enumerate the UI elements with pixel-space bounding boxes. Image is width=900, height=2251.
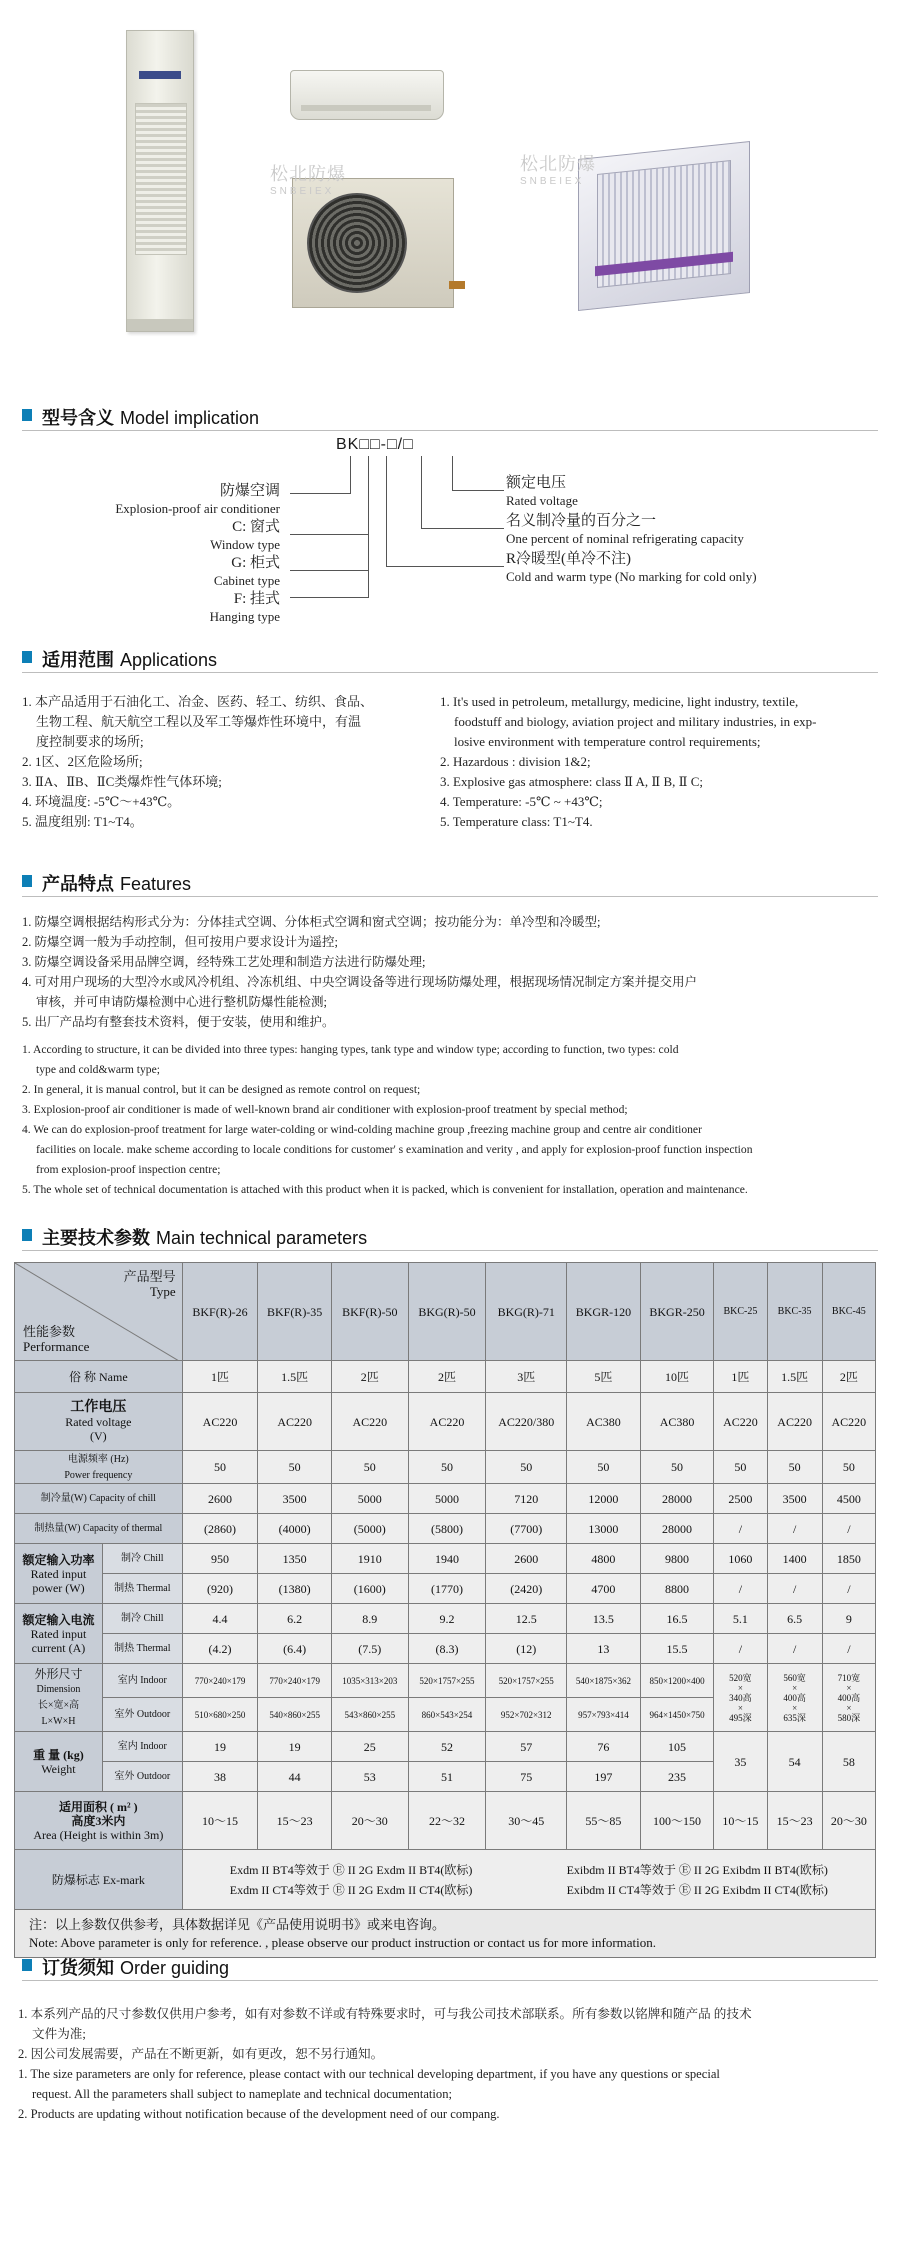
table-cell: / (767, 1634, 822, 1664)
leader-line (290, 534, 368, 535)
table-cell: 30～45 (486, 1792, 567, 1850)
table-cell: 770×240×179 (182, 1664, 258, 1698)
wall-ac-indoor-image (290, 70, 444, 120)
floor-cabinet-ac-image (126, 30, 194, 332)
table-cell: 15.5 (640, 1634, 714, 1664)
table-cell: 2500 (714, 1484, 767, 1514)
table-cell: (5000) (331, 1514, 408, 1544)
table-cell: 6.5 (767, 1604, 822, 1634)
table-cell: 1匹 (182, 1361, 258, 1393)
table-cell: 964×1450×750 (640, 1698, 714, 1732)
table-cell: AC220 (822, 1393, 875, 1451)
row-label: 工作电压 Rated voltage (V) (15, 1393, 183, 1451)
table-cell: 2匹 (331, 1361, 408, 1393)
table-cell: 10匹 (640, 1361, 714, 1393)
table-cell: 25 (331, 1732, 408, 1762)
row-sublabel: 室内 Indoor (102, 1664, 182, 1698)
table-cell: (4.2) (182, 1634, 258, 1664)
table-cell: (12) (486, 1634, 567, 1664)
table-row (15, 1634, 876, 1664)
table-cell: 1.5匹 (767, 1361, 822, 1393)
table-cell: / (767, 1574, 822, 1604)
row-label: 适用面积 ( m² ) 高度3米内 Area (Height is within 3m) (15, 1792, 183, 1850)
row-sublabel: 制冷 Chill (102, 1604, 182, 1634)
table-cell: 1850 (822, 1544, 875, 1574)
table-cell: (2860) (182, 1514, 258, 1544)
table-cell: 50 (408, 1451, 486, 1484)
table-cell: 510×680×250 (182, 1698, 258, 1732)
model-header: BKF(R)-26 (182, 1263, 258, 1361)
table-cell: (6.4) (258, 1634, 332, 1664)
table-cell: / (714, 1634, 767, 1664)
row-label: 防爆标志 Ex-mark (15, 1850, 183, 1910)
row-label: 制热量(W) Capacity of thermal (15, 1514, 183, 1544)
table-cell: 850×1200×400 (640, 1664, 714, 1698)
table-cell: 8.9 (331, 1604, 408, 1634)
table-cell: 20～30 (822, 1792, 875, 1850)
table-cell: 950 (182, 1544, 258, 1574)
table-cell: 3500 (767, 1484, 822, 1514)
table-row (15, 1664, 876, 1698)
model-header: BKG(R)-71 (486, 1263, 567, 1361)
table-cell: 2600 (486, 1544, 567, 1574)
table-note-row (15, 1910, 876, 1958)
table-cell: 50 (567, 1451, 641, 1484)
features-cn: 1. 防爆空调根据结构形式分为：分体挂式空调、分体柜式空调和窗式空调；按功能分为：单冷型和冷暖型; 2. 防爆空调一般为手动控制，但可按用户要求设计为遥控; 3. 防爆空调设备采用品牌空调，经特殊工艺处理和制造方法进行防爆处理; 4. 可对用户现场的大型冷水或风冷机组、冷冻机组、中央空调设备等进行现场防爆处理，根据现场情况制定方案并提交用户 审核，并可申请防爆检测中心进行整机防爆性能检测; 5. 出厂产品均有整套技术资料，便于安装，使用和维护。 (22, 915, 698, 1029)
table-cell: 560宽 × 400高 × 635深 (767, 1664, 822, 1732)
row-sublabel: 室外 Outdoor (102, 1762, 182, 1792)
section-marker (22, 651, 32, 663)
table-cell: 1910 (331, 1544, 408, 1574)
table-cell: / (714, 1574, 767, 1604)
model-cold-warm: R冷暖型(单冷不注) Cold and warm type (No marking for cold only) (506, 551, 757, 584)
exmark-cell: Exdm II BT4等效于 Ⓔ II 2G Exdm II BT4(欧标) Exdm II CT4等效于 Ⓔ II 2G Exdm II CT4(欧标) Exibdm II BT4等效于 Ⓔ II 2G Exibdm II BT4(欧标) Exibdm II CT4等效于 Ⓔ II 2G Exibdm II CT4(欧标) (182, 1850, 875, 1910)
table-cell: 50 (258, 1451, 332, 1484)
table-cell: 710宽 × 400高 × 580深 (822, 1664, 875, 1732)
table-cell: 540×1875×362 (567, 1664, 641, 1698)
leader-line (290, 570, 368, 571)
model-header: BKC-35 (767, 1263, 822, 1361)
leader-line (452, 456, 453, 490)
table-cell: 770×240×179 (258, 1664, 332, 1698)
table-cell: 543×860×255 (331, 1698, 408, 1732)
table-cell: 50 (640, 1451, 714, 1484)
model-header: BKG(R)-50 (408, 1263, 486, 1361)
section-header-applications: 适用范围 Applications (22, 646, 878, 673)
order-guiding: 1. 本系列产品的尺寸参数仅供用户参考，如有对参数不详或有特殊要求时，可与我公司技术部联系。所有参数以铭牌和随产品 的技术 文件为准; 2. 因公司发展需要，产品在不断更新，如有更改，恕不另行通知。 1. The size parameters are only for reference, please contact with our technical developing department, if you have any questions or special request. All the parameters shall subject to nameplate and technical documentation; 2. Products are updating without notification because of the development need of our compang. (18, 2007, 752, 2121)
model-window: C: 窗式 Window type (210, 519, 280, 552)
table-cell: 35 (714, 1732, 767, 1792)
model-hanging: F: 挂式 Hanging type (209, 591, 280, 624)
table-cell: 53 (331, 1762, 408, 1792)
table-row (15, 1792, 876, 1850)
table-cell: 5匹 (567, 1361, 641, 1393)
table-cell: (1380) (258, 1574, 332, 1604)
table-cell: / (822, 1634, 875, 1664)
table-cell: 5000 (331, 1484, 408, 1514)
leader-line (386, 566, 504, 567)
table-cell: 235 (640, 1762, 714, 1792)
model-explosion: 防爆空调 Explosion-proof air conditioner (115, 483, 280, 516)
section-marker (22, 409, 32, 421)
table-cell: (7700) (486, 1514, 567, 1544)
leader-line (290, 493, 351, 494)
model-header: BKGR-120 (567, 1263, 641, 1361)
table-cell: 520×1757×255 (408, 1664, 486, 1698)
table-cell: 52 (408, 1732, 486, 1762)
table-cell: 1匹 (714, 1361, 767, 1393)
row-sublabel: 制热 Thermal (102, 1634, 182, 1664)
table-cell: AC220 (182, 1393, 258, 1451)
table-cell: 520×1757×255 (486, 1664, 567, 1698)
table-cell: (2420) (486, 1574, 567, 1604)
leader-line (421, 528, 504, 529)
table-cell: 1060 (714, 1544, 767, 1574)
row-sublabel: 室外 Outdoor (102, 1698, 182, 1732)
table-cell: 16.5 (640, 1604, 714, 1634)
table-cell: AC220 (408, 1393, 486, 1451)
window-ac-image (578, 141, 750, 311)
table-cell: 50 (331, 1451, 408, 1484)
table-cell: 1400 (767, 1544, 822, 1574)
table-cell: 3500 (258, 1484, 332, 1514)
table-cell: 55～85 (567, 1792, 641, 1850)
section-header-params: 主要技术参数 Main technical parameters (22, 1224, 878, 1251)
table-cell: 57 (486, 1732, 567, 1762)
table-cell: 50 (182, 1451, 258, 1484)
leader-line (421, 456, 422, 528)
table-cell: 58 (822, 1732, 875, 1792)
table-cell: 952×702×312 (486, 1698, 567, 1732)
table-cell: 105 (640, 1732, 714, 1762)
model-voltage: 额定电压 Rated voltage (506, 475, 578, 508)
table-cell: 8800 (640, 1574, 714, 1604)
table-cell: 5.1 (714, 1604, 767, 1634)
row-label: 外形尺寸 Dimension 长×宽×高 L×W×H (15, 1664, 103, 1732)
table-cell: 1035×313×203 (331, 1664, 408, 1698)
table-cell: 15～23 (767, 1792, 822, 1850)
table-cell: 4700 (567, 1574, 641, 1604)
row-sublabel: 室内 Indoor (102, 1732, 182, 1762)
table-cell: 38 (182, 1762, 258, 1792)
table-cell: / (714, 1514, 767, 1544)
table-row (15, 1544, 876, 1574)
row-label: 俗 称 Name (15, 1361, 183, 1393)
model-header: BKF(R)-35 (258, 1263, 332, 1361)
table-cell: 20～30 (331, 1792, 408, 1850)
table-cell: 1350 (258, 1544, 332, 1574)
table-cell: 75 (486, 1762, 567, 1792)
model-percent: 名义制冷量的百分之一 One percent of nominal refrigerating capacity (506, 513, 744, 546)
model-header: BKF(R)-50 (331, 1263, 408, 1361)
table-cell: 9 (822, 1604, 875, 1634)
table-cell: 3匹 (486, 1361, 567, 1393)
section-marker (22, 1959, 32, 1971)
table-cell: 50 (714, 1451, 767, 1484)
table-cell: AC220/380 (486, 1393, 567, 1451)
section-header-order: 订货须知 Order guiding (22, 1954, 878, 1981)
leader-line (386, 456, 387, 566)
table-cell: 15～23 (258, 1792, 332, 1850)
table-row (15, 1574, 876, 1604)
row-label: 电源频率 (Hz) Power frequency (15, 1451, 183, 1484)
table-cell: 860×543×254 (408, 1698, 486, 1732)
table-cell: AC380 (567, 1393, 641, 1451)
model-cabinet: G: 柜式 Cabinet type (213, 555, 280, 588)
table-row (15, 1484, 876, 1514)
table-cell: (4000) (258, 1514, 332, 1544)
table-cell: 76 (567, 1732, 641, 1762)
table-cell: (7.5) (331, 1634, 408, 1664)
table-cell: / (822, 1574, 875, 1604)
table-cell: 28000 (640, 1514, 714, 1544)
table-cell: 2600 (182, 1484, 258, 1514)
row-label: 重 量 (kg) Weight (15, 1732, 103, 1792)
model-code: BK□□-□/□ (336, 436, 414, 453)
section-marker (22, 1229, 32, 1241)
table-cell: 10～15 (182, 1792, 258, 1850)
table-row (15, 1514, 876, 1544)
row-sublabel: 制热 Thermal (102, 1574, 182, 1604)
table-cell: 19 (258, 1732, 332, 1762)
leader-line (452, 490, 504, 491)
table-cell: 9.2 (408, 1604, 486, 1634)
table-corner-cell: 产品型号 Type 性能参数 Performance (15, 1263, 183, 1361)
table-cell: 54 (767, 1732, 822, 1792)
model-header: BKC-45 (822, 1263, 875, 1361)
table-note: 注：以上参数仅供参考，具体数据详见《产品使用说明书》或来电咨询。 Note: Above parameter is only for reference. , please observe our product instruction or contact us for more information. (15, 1910, 876, 1958)
table-row (15, 1451, 876, 1484)
table-cell: (8.3) (408, 1634, 486, 1664)
table-cell: / (767, 1514, 822, 1544)
table-cell: 12000 (567, 1484, 641, 1514)
leader-line (350, 456, 351, 494)
table-cell: 2匹 (822, 1361, 875, 1393)
parameters-table (14, 1262, 876, 1958)
table-cell: (920) (182, 1574, 258, 1604)
table-cell: 4800 (567, 1544, 641, 1574)
applications-en: 1. It's used in petroleum, metallurgy, medicine, light industry, textile, foodstuff and biology, aviation project and military industries, in exp- losive environment with temperature control requirements; 2. Hazardous : division 1&2; 3. Explosive gas atmosphere: class Ⅱ A, Ⅱ B, Ⅱ C; 4. Temperature: -5℃ ~ +43℃; 5. Temperature class: T1~T4. (440, 694, 817, 829)
leader-line (290, 597, 368, 598)
table-cell: 51 (408, 1762, 486, 1792)
table-cell: 50 (822, 1451, 875, 1484)
table-header-row (15, 1263, 876, 1361)
table-cell: 957×793×414 (567, 1698, 641, 1732)
table-cell: 12.5 (486, 1604, 567, 1634)
table-cell: 7120 (486, 1484, 567, 1514)
table-cell: 5000 (408, 1484, 486, 1514)
row-label: 额定输入电流 Rated input current (A) (15, 1604, 103, 1664)
row-label: 额定输入功率 Rated input power (W) (15, 1544, 103, 1604)
table-cell: 19 (182, 1732, 258, 1762)
table-cell: 50 (486, 1451, 567, 1484)
model-header: BKGR-250 (640, 1263, 714, 1361)
table-cell: 4.4 (182, 1604, 258, 1634)
row-sublabel: 制冷 Chill (102, 1544, 182, 1574)
table-row (15, 1393, 876, 1451)
watermark-logo: 松北防爆 SNBEIEX (270, 164, 346, 197)
wall-ac-outdoor-image (292, 178, 454, 308)
applications-cn: 1. 本产品适用于石油化工、冶金、医药、轻工、纺织、食品、 生物工程、航天航空工程以及军工等爆炸性环境中，有温 度控制要求的场所; 2. 1区、2区危险场所; 3. ⅡA、ⅡB、ⅡC类爆炸性气体环境; 4. 环境温度: -5℃～+43℃。 5. 温度组别: T1~T4。 (22, 694, 374, 829)
table-cell: (1600) (331, 1574, 408, 1604)
table-cell: AC220 (767, 1393, 822, 1451)
table-cell: 540×860×255 (258, 1698, 332, 1732)
table-cell: AC380 (640, 1393, 714, 1451)
table-cell: 9800 (640, 1544, 714, 1574)
table-cell: 22～32 (408, 1792, 486, 1850)
section-header-model: 型号含义 Model implication (22, 404, 878, 431)
table-cell: 6.2 (258, 1604, 332, 1634)
table-cell: 50 (767, 1451, 822, 1484)
table-cell: (1770) (408, 1574, 486, 1604)
table-cell: (5800) (408, 1514, 486, 1544)
table-cell: AC220 (258, 1393, 332, 1451)
table-cell: AC220 (331, 1393, 408, 1451)
table-cell: / (822, 1514, 875, 1544)
features-en: 1. According to structure, it can be divided into three types: hanging types, tank type and window type; according to function, two types: cold type and cold&warm type; 2. In general, it is manual control, but it can be designed as remote control on request; 3. Explosion-proof air conditioner is made of well-known brand air conditioner with explosion-proof treatment by special method; 4. We can do explosion-proof treatment for large water-colding or wind-colding machine group ,freezing machine group and centre air conditioner facilities on locale. make scheme according to locale conditions for customer' s examination and verity , and apply for explosion-proof function inspection from explosion-proof inspection centre; 5. The whole set of technical documentation is attached with this product when it is packed, which is convenient for installation, operation and maintenance. (22, 1043, 753, 1196)
table-cell: 520宽 × 340高 × 495深 (714, 1664, 767, 1732)
row-label: 制冷量(W) Capacity of chill (15, 1484, 183, 1514)
table-row (15, 1361, 876, 1393)
table-cell: 13000 (567, 1514, 641, 1544)
section-header-features: 产品特点 Features (22, 870, 878, 897)
table-cell: 44 (258, 1762, 332, 1792)
section-marker (22, 875, 32, 887)
table-cell: 13.5 (567, 1604, 641, 1634)
table-cell: 1940 (408, 1544, 486, 1574)
table-cell: 197 (567, 1762, 641, 1792)
leader-line (368, 456, 369, 598)
table-row (15, 1850, 876, 1910)
watermark-logo: 松北防爆 SNBEIEX (520, 154, 596, 187)
table-cell: 100～150 (640, 1792, 714, 1850)
table-cell: 10～15 (714, 1792, 767, 1850)
table-cell: 1.5匹 (258, 1361, 332, 1393)
table-cell: 13 (567, 1634, 641, 1664)
table-row (15, 1732, 876, 1762)
table-row (15, 1604, 876, 1634)
table-cell: 28000 (640, 1484, 714, 1514)
product-photos (0, 0, 900, 360)
table-cell: 4500 (822, 1484, 875, 1514)
model-header: BKC-25 (714, 1263, 767, 1361)
table-cell: AC220 (714, 1393, 767, 1451)
table-cell: 2匹 (408, 1361, 486, 1393)
